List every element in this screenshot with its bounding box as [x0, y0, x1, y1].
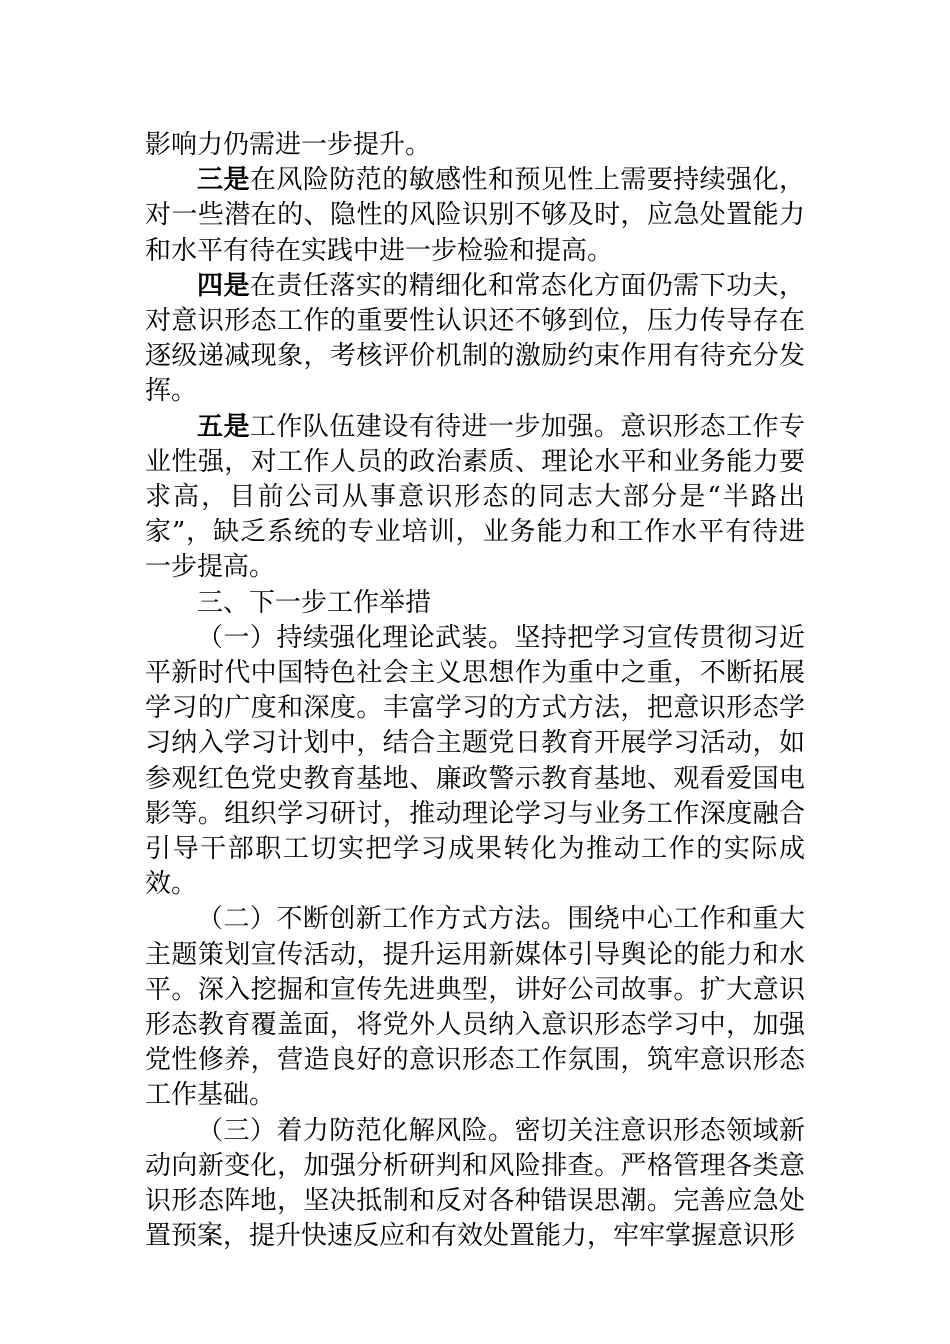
paragraph-measure-two — [145, 902, 805, 1113]
document-body — [145, 128, 805, 1255]
paragraph-text: （三）着力防范化解风险。密切关注意识形态领域新动向新变化，加强分析研判和风险排查。严格管理各类意识形态阵地，坚决抵制和反对各种错误思潮。完善应急处置预案，提升快速反应和有效处置能力，牢牢掌握意识形 — [145, 1115, 805, 1252]
paragraph-text: （二）不断创新工作方式方法。围绕中心工作和重大主题策划宣传活动，提升运用新媒体引导舆论的能力和水平。深入挖掘和宣传先进典型，讲好公司故事。扩大意识形态教育覆盖面，将党外人员纳入意识形态学习中，加强党性修养，营造良好的意识形态工作氛围，筑牢意识形态工作基础。 — [145, 904, 805, 1111]
paragraph-measure-three — [145, 1114, 805, 1255]
paragraph-lead: 四是 — [197, 270, 250, 301]
paragraph-text: 工作队伍建设有待进一步加强。意识形态工作专业性强，对工作人员的政治素质、理论水平和业务能力要求高，目前公司从事意识形态的同志大部分是“半路出家”，缺乏系统的专业培训，业务能力和工作水平有待进一步提高。 — [145, 411, 805, 583]
paragraph-lead: 五是 — [197, 411, 250, 442]
paragraph-text: 影响力仍需进一步提升。 — [145, 130, 432, 160]
paragraph-issue-four — [145, 269, 805, 410]
paragraph-measure-one — [145, 621, 805, 903]
paragraph-issue-three — [145, 163, 805, 269]
paragraph-continuation — [145, 128, 805, 163]
paragraph-text: （一）持续强化理论武装。坚持把学习宣传贯彻习近平新时代中国特色社会主义思想作为重中之重，不断拓展学习的广度和深度。丰富学习的方式方法，把意识形态学习纳入学习计划中，结合主题党日教育开展学习活动，如参观红色党史教育基地、廉政警示教育基地、观看爱国电影等。组织学习研讨，推动理论学习与业务工作深度融合引导干部职工切实把学习成果转化为推动工作的实际成效。 — [145, 622, 805, 900]
paragraph-text: 在责任落实的精细化和常态化方面仍需下功夫，对意识形态工作的重要性认识还不够到位，压力传导存在逐级递减现象，考核评价机制的激励约束作用有待充分发挥。 — [145, 270, 805, 407]
paragraph-issue-five — [145, 410, 805, 586]
paragraph-lead: 三是 — [197, 165, 250, 196]
section-heading — [145, 586, 805, 621]
section-heading-text: 三、下一步工作举措 — [197, 587, 432, 618]
paragraph-text: 在风险防范的敏感性和预见性上需要持续强化，对一些潜在的、隐性的风险识别不够及时，应急处置能力和水平有待在实践中进一步检验和提高。 — [145, 165, 805, 266]
